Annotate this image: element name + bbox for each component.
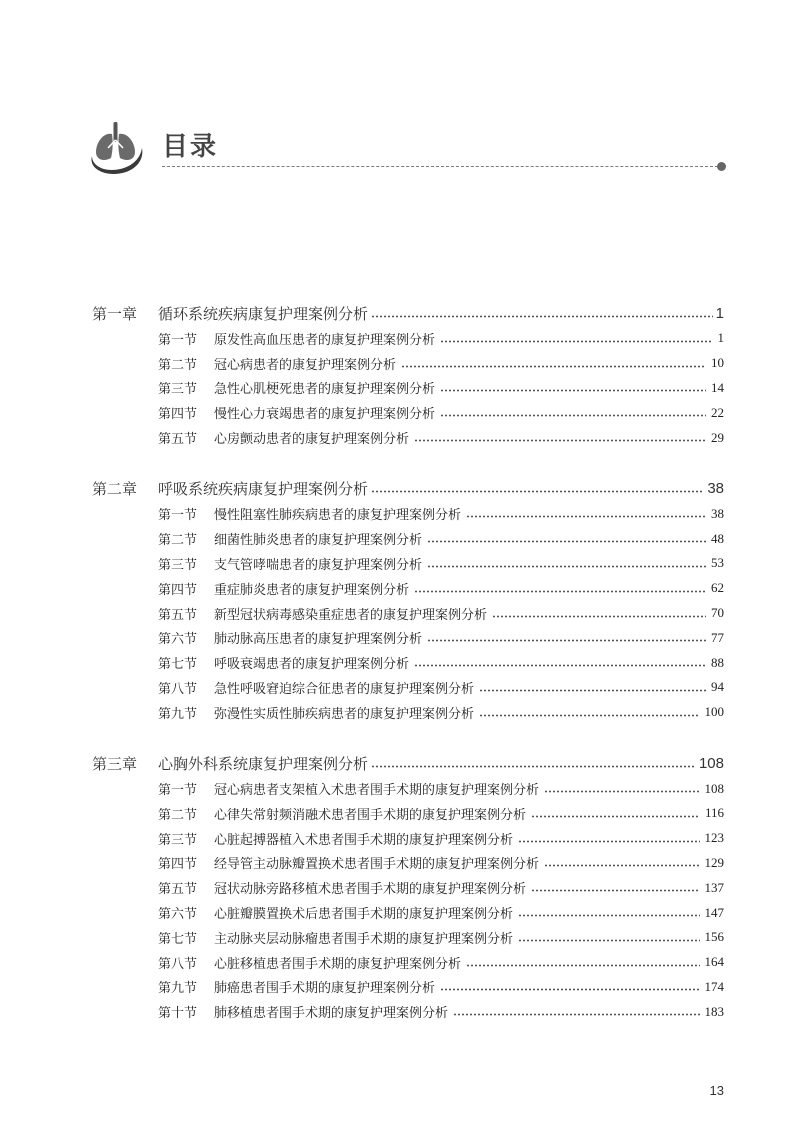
section-label: 第四节 xyxy=(158,582,198,598)
section-title: 原发性高血压患者的康复护理案例分析 xyxy=(214,332,436,348)
dot-leader xyxy=(518,840,699,843)
section-label: 第七节 xyxy=(158,657,198,673)
section-entry[interactable] xyxy=(92,601,724,626)
section-page: 129 xyxy=(704,854,724,870)
section-entry[interactable] xyxy=(92,351,724,376)
section-page: 10 xyxy=(711,355,724,371)
section-label: 第一节 xyxy=(158,508,198,524)
section-title: 肺移植患者围手术期的康复护理案例分析 xyxy=(214,1006,449,1022)
dot-leader xyxy=(371,490,704,493)
section-page: 1 xyxy=(717,330,724,346)
section-page: 77 xyxy=(711,629,724,645)
section-entry[interactable] xyxy=(92,675,724,700)
section-entry[interactable] xyxy=(92,875,724,900)
dot-leader xyxy=(414,664,706,667)
section-entry[interactable] xyxy=(92,776,724,801)
section-entry[interactable] xyxy=(92,526,724,551)
dot-leader xyxy=(440,389,706,392)
lungs-icon xyxy=(86,118,146,178)
chapter-3 xyxy=(92,750,724,1024)
section-label: 第一节 xyxy=(158,783,198,799)
section-page: 88 xyxy=(711,654,724,670)
dot-leader xyxy=(414,590,706,593)
section-label: 第二节 xyxy=(158,533,198,549)
chapter-entry[interactable] xyxy=(92,750,724,776)
section-page: 22 xyxy=(711,404,724,420)
section-label: 第九节 xyxy=(158,981,198,997)
section-title: 心脏瓣膜置换术后患者围手术期的康复护理案例分析 xyxy=(214,907,514,923)
section-label: 第三节 xyxy=(158,557,198,573)
section-label: 第六节 xyxy=(158,632,198,648)
section-page: 108 xyxy=(704,780,724,796)
section-label: 第三节 xyxy=(158,382,198,398)
section-entry[interactable] xyxy=(92,950,724,975)
section-label: 第三节 xyxy=(158,832,198,848)
dot-leader xyxy=(427,540,706,543)
section-page: 94 xyxy=(711,679,724,695)
dot-leader xyxy=(466,964,699,967)
section-title: 心房颤动患者的康复护理案例分析 xyxy=(214,432,410,448)
section-label: 第二节 xyxy=(158,807,198,823)
chapter-2 xyxy=(92,475,724,724)
section-page: 29 xyxy=(711,429,724,445)
section-label: 第四节 xyxy=(158,407,198,423)
dot-leader xyxy=(440,988,699,991)
section-label: 第五节 xyxy=(158,432,198,448)
section-title: 重症肺炎患者的康复护理案例分析 xyxy=(214,582,410,598)
section-entry[interactable] xyxy=(92,801,724,826)
section-page: 183 xyxy=(704,1003,724,1019)
section-page: 137 xyxy=(704,879,724,895)
footer-page-number: 13 xyxy=(709,1083,724,1098)
dot-leader xyxy=(371,765,696,768)
section-entry[interactable] xyxy=(92,925,724,950)
dot-leader xyxy=(453,1013,699,1016)
section-page: 100 xyxy=(704,704,724,720)
section-title: 冠心病患者的康复护理案例分析 xyxy=(214,357,397,373)
section-label: 第一节 xyxy=(158,332,198,348)
section-title: 弥漫性实质性肺疾病患者的康复护理案例分析 xyxy=(214,706,475,722)
section-entry[interactable] xyxy=(92,376,724,401)
section-title: 细菌性肺炎患者的康复护理案例分析 xyxy=(214,533,423,549)
section-entry[interactable] xyxy=(92,826,724,851)
section-label: 第八节 xyxy=(158,956,198,972)
section-label: 第十节 xyxy=(158,1006,198,1022)
chapter-entry[interactable] xyxy=(92,300,724,326)
section-entry[interactable] xyxy=(92,326,724,351)
section-page: 70 xyxy=(711,605,724,621)
dot-leader xyxy=(492,615,706,618)
dot-leader xyxy=(544,790,699,793)
chapter-page: 1 xyxy=(715,304,724,322)
toc-header xyxy=(86,110,726,180)
chapter-page: 38 xyxy=(707,479,724,497)
dot-leader xyxy=(440,414,706,417)
section-entry[interactable] xyxy=(92,700,724,725)
section-title: 冠状动脉旁路移植术患者围手术期的康复护理案例分析 xyxy=(214,882,527,898)
dot-leader xyxy=(479,714,699,717)
section-title: 急性呼吸窘迫综合征患者的康复护理案例分析 xyxy=(214,681,475,697)
chapter-entry[interactable] xyxy=(92,475,724,501)
section-label: 第七节 xyxy=(158,931,198,947)
page-title: 目录 xyxy=(162,132,219,162)
chapter-label: 第二章 xyxy=(92,479,138,498)
section-label: 第四节 xyxy=(158,857,198,873)
section-label: 第五节 xyxy=(158,607,198,623)
chapter-page: 108 xyxy=(698,754,724,772)
dot-leader xyxy=(531,815,700,818)
dot-leader xyxy=(401,365,706,368)
section-title: 主动脉夹层动脉瘤患者围手术期的康复护理案例分析 xyxy=(214,931,514,947)
section-entry[interactable] xyxy=(92,999,724,1024)
section-page: 156 xyxy=(704,929,724,945)
section-page: 174 xyxy=(704,978,724,994)
header-divider xyxy=(162,166,718,167)
section-label: 第六节 xyxy=(158,907,198,923)
section-title: 心脏起搏器植入术患者围手术期的康复护理案例分析 xyxy=(214,832,514,848)
table-of-contents xyxy=(92,300,724,1050)
section-title: 肺动脉高压患者的康复护理案例分析 xyxy=(214,632,423,648)
section-entry[interactable] xyxy=(92,625,724,650)
dot-leader xyxy=(544,864,699,867)
section-entry[interactable] xyxy=(92,551,724,576)
section-title: 肺癌患者围手术期的康复护理案例分析 xyxy=(214,981,436,997)
section-entry[interactable] xyxy=(92,425,724,450)
chapter-title: 心胸外科系统康复护理案例分析 xyxy=(158,754,369,773)
dot-leader xyxy=(427,565,706,568)
section-label: 第五节 xyxy=(158,882,198,898)
section-entry[interactable] xyxy=(92,400,724,425)
section-title: 新型冠状病毒感染重症患者的康复护理案例分析 xyxy=(214,607,488,623)
dot-leader xyxy=(518,939,699,942)
section-entry[interactable] xyxy=(92,650,724,675)
chapter-label: 第三章 xyxy=(92,754,138,773)
section-entry[interactable] xyxy=(92,501,724,526)
divider-end-dot xyxy=(717,162,726,171)
section-page: 62 xyxy=(711,580,724,596)
section-entry[interactable] xyxy=(92,975,724,1000)
section-title: 心律失常射频消融术患者围手术期的康复护理案例分析 xyxy=(214,807,527,823)
chapter-title: 呼吸系统疾病康复护理案例分析 xyxy=(158,479,369,498)
section-page: 53 xyxy=(711,555,724,571)
dot-leader xyxy=(414,439,706,442)
dot-leader xyxy=(518,914,699,917)
section-title: 慢性心力衰竭患者的康复护理案例分析 xyxy=(214,407,436,423)
dot-leader xyxy=(371,315,713,318)
section-title: 慢性阻塞性肺疾病患者的康复护理案例分析 xyxy=(214,508,462,524)
section-label: 第八节 xyxy=(158,681,198,697)
section-title: 冠心病患者支架植入术患者围手术期的康复护理案例分析 xyxy=(214,783,540,799)
section-title: 经导管主动脉瓣置换术患者围手术期的康复护理案例分析 xyxy=(214,857,540,873)
section-page: 48 xyxy=(711,530,724,546)
chapter-title: 循环系统疾病康复护理案例分析 xyxy=(158,304,369,323)
dot-leader xyxy=(531,889,699,892)
chapter-1 xyxy=(92,300,724,450)
dot-leader xyxy=(440,340,712,343)
dot-leader xyxy=(479,689,706,692)
dot-leader xyxy=(466,515,706,518)
section-entry[interactable] xyxy=(92,900,724,925)
chapter-label: 第一章 xyxy=(92,304,138,323)
section-page: 14 xyxy=(711,379,724,395)
section-title: 呼吸衰竭患者的康复护理案例分析 xyxy=(214,657,410,673)
section-page: 38 xyxy=(711,505,724,521)
section-title: 急性心肌梗死患者的康复护理案例分析 xyxy=(214,382,436,398)
section-page: 164 xyxy=(704,954,724,970)
section-title: 心脏移植患者围手术期的康复护理案例分析 xyxy=(214,956,462,972)
section-entry[interactable] xyxy=(92,576,724,601)
section-entry[interactable] xyxy=(92,851,724,876)
dot-leader xyxy=(427,639,706,642)
section-label: 第二节 xyxy=(158,357,198,373)
section-page: 147 xyxy=(704,904,724,920)
section-label: 第九节 xyxy=(158,706,198,722)
section-page: 123 xyxy=(704,830,724,846)
section-title: 支气管哮喘患者的康复护理案例分析 xyxy=(214,557,423,573)
section-page: 116 xyxy=(704,805,724,821)
